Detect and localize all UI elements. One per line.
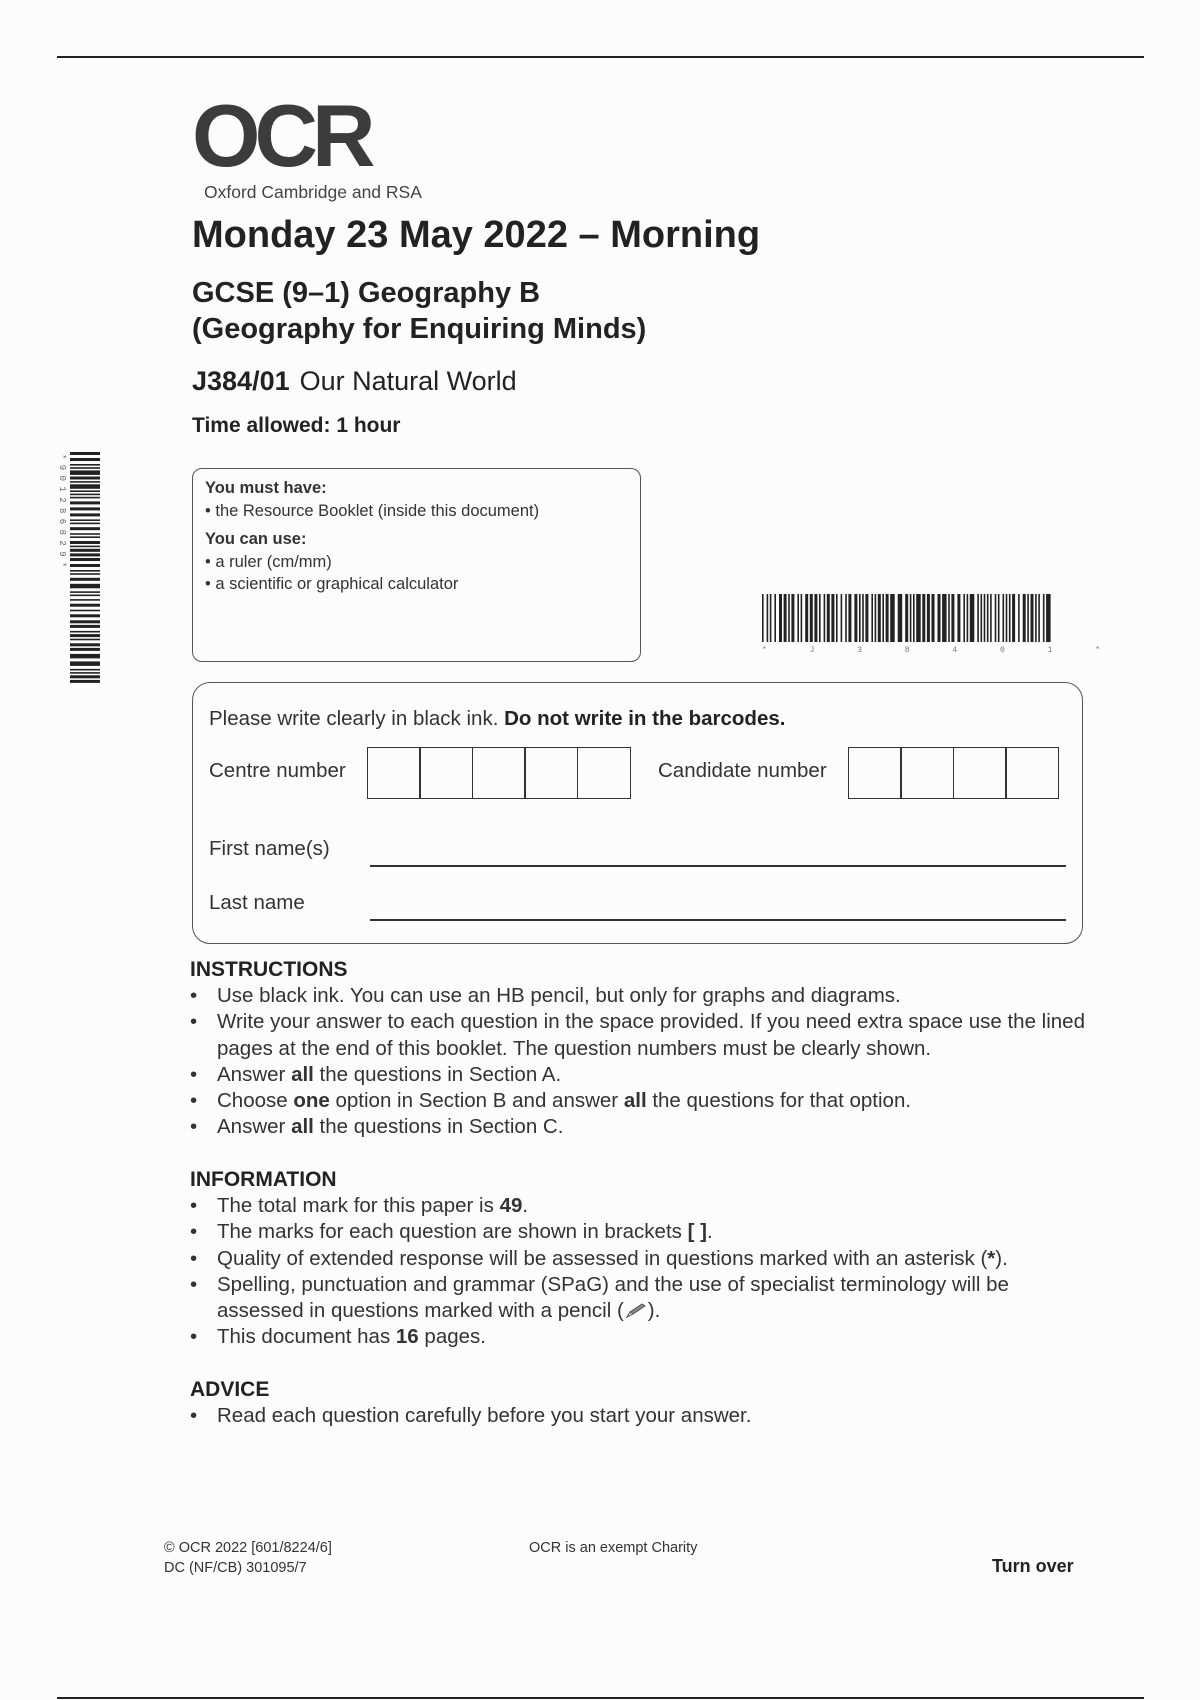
barcode-bar — [770, 594, 772, 642]
qualification-title — [192, 275, 646, 347]
information-heading: INFORMATION — [190, 1168, 337, 1191]
bottom-rule — [57, 1697, 1144, 1699]
first-name-line[interactable] — [370, 865, 1066, 867]
barcode-bar — [1012, 594, 1015, 642]
barcode-bar — [845, 594, 847, 642]
barcode-bar — [984, 594, 986, 642]
ocr-logo — [192, 86, 452, 203]
barcode-bar — [916, 594, 921, 642]
paper-code-line — [192, 366, 517, 397]
barcode-bar — [827, 594, 830, 642]
candidate-digit-box[interactable] — [953, 747, 1007, 799]
barcode-bar — [981, 594, 983, 642]
equipment-box — [192, 468, 641, 662]
barcode-bar — [784, 594, 787, 642]
barcode-bar — [854, 594, 857, 642]
barcode-bar — [70, 523, 100, 525]
list-item: • Answer all the questions in Section C. — [190, 1115, 564, 1139]
pencil-icon — [624, 1302, 648, 1320]
barcode-bar — [913, 594, 915, 642]
barcode-bar — [70, 643, 100, 646]
qualification: GCSE (9–1) Geography B — [192, 277, 541, 309]
top-rule — [57, 56, 1144, 58]
barcode-bar — [70, 669, 100, 671]
can-use-heading: You can use: — [205, 530, 307, 548]
barcode-bar — [70, 484, 100, 489]
barcode-bar — [70, 497, 100, 499]
barcode-bar — [70, 536, 100, 538]
list-item: • This document has 16 pages. — [190, 1325, 486, 1349]
barcode-bar — [801, 594, 803, 642]
barcode-bar — [70, 639, 100, 641]
barcode-bar — [831, 594, 834, 642]
barcode-bar — [70, 625, 100, 628]
barcode-bar — [70, 481, 100, 483]
barcode-bar — [70, 634, 100, 637]
turn-over: Turn over — [992, 1556, 1074, 1576]
barcode-bar — [70, 648, 100, 651]
charity-note: OCR is an exempt Charity — [529, 1540, 698, 1556]
time-allowed: Time allowed: 1 hour — [192, 414, 401, 437]
barcode-bar — [938, 594, 941, 642]
barcode-bar — [70, 661, 100, 666]
paper-barcode-text: * J 3 8 4 0 1 * — [762, 646, 1120, 655]
barcode-bar — [70, 558, 100, 561]
barcode-bar — [70, 578, 100, 581]
barcode-bar — [932, 594, 935, 642]
barcode-bar — [70, 672, 100, 674]
barcode-bar — [998, 594, 1000, 642]
barcode-bar — [810, 594, 813, 642]
centre-digit-box[interactable] — [524, 747, 578, 799]
list-item: • The marks for each question are shown in brackets [ ]. — [190, 1220, 713, 1244]
barcode-bar — [886, 594, 889, 642]
list-item: • The total mark for this paper is 49. — [190, 1194, 529, 1217]
can-use-item: • a ruler (cm/mm) — [205, 553, 332, 571]
paper-barcode — [762, 594, 1120, 655]
barcode-bar — [859, 594, 861, 642]
barcode-bar — [905, 594, 908, 642]
barcode-bar — [1006, 594, 1008, 642]
barcode-bar — [70, 631, 100, 633]
barcode-bar — [871, 594, 873, 642]
instruction-bold: Do not write in the barcodes. — [504, 707, 786, 730]
barcode-bar — [797, 594, 799, 642]
barcode-bar — [963, 594, 965, 642]
barcode-bar — [841, 594, 843, 642]
centre-number-label: Centre number — [209, 759, 346, 782]
barcode-bar — [1018, 594, 1020, 642]
instruction-plain: Please write clearly in black ink. — [209, 707, 499, 730]
barcode-bar — [1009, 594, 1011, 642]
copyright: © OCR 2022 [601/8224/6] — [164, 1540, 332, 1556]
barcode-bar — [990, 594, 992, 642]
barcode-bar — [70, 467, 100, 469]
barcode-bar — [788, 594, 790, 642]
barcode-bar — [910, 594, 912, 642]
barcode-bar — [70, 573, 100, 575]
barcode-bar — [995, 594, 997, 642]
list-item: • Use black ink. You can use an HB pencil, but only for graphs and diagrams. — [190, 984, 901, 1007]
barcode-bar — [922, 594, 925, 642]
barcode-bar — [70, 680, 100, 683]
barcode-bar — [767, 594, 769, 642]
barcode-bar — [70, 654, 100, 659]
barcode-bar — [70, 564, 100, 567]
barcode-bar — [762, 594, 764, 642]
write-clearly-note — [209, 707, 785, 731]
barcode-bar — [70, 494, 100, 496]
candidate-number-label: Candidate number — [658, 759, 827, 782]
footer-left — [164, 1538, 332, 1578]
side-barcode-text: * 9 0 1 2 8 6 8 2 9 * — [57, 454, 67, 568]
must-have-item: • the Resource Booklet (inside this document) — [205, 502, 540, 520]
centre-digit-box[interactable] — [472, 747, 526, 799]
barcode-bar — [70, 604, 100, 607]
barcode-bar — [70, 546, 100, 548]
first-name-label: First name(s) — [209, 837, 330, 860]
barcode-bar — [878, 594, 881, 642]
advice-heading: ADVICE — [190, 1378, 270, 1401]
candidate-digit-box[interactable] — [1005, 747, 1059, 799]
centre-number-field[interactable] — [368, 747, 631, 799]
barcode-bar — [70, 458, 100, 461]
last-name-label: Last name — [209, 891, 305, 914]
barcode-bar — [977, 594, 979, 642]
barcode-bar — [70, 584, 100, 589]
barcode-bar — [862, 594, 864, 642]
last-name-line[interactable] — [370, 919, 1066, 921]
barcode-bar — [70, 541, 100, 544]
barcode-bar — [70, 553, 100, 556]
can-use-item: • a scientific or graphical calculator — [205, 575, 459, 593]
barcode-bar — [836, 594, 838, 642]
list-item: • Read each question carefully before you start your answer. — [190, 1404, 752, 1427]
barcode-bar — [70, 513, 100, 516]
barcode-bar — [1046, 594, 1051, 642]
doc-code: DC (NF/CB) 301095/7 — [164, 1560, 307, 1576]
ocr-tagline: Oxford Cambridge and RSA — [204, 182, 422, 202]
candidate-digit-box[interactable] — [848, 747, 902, 799]
svg-text:OCR: OCR — [192, 86, 370, 185]
list-item: • Write your answer to each question in the space provided. If you need extra space use the lined pages at the end of this booklet. The question numbers must be clearly shown. — [190, 1010, 1085, 1060]
candidate-number-field[interactable] — [849, 747, 1059, 799]
barcode-bar — [70, 591, 100, 593]
candidate-digit-box[interactable] — [900, 747, 954, 799]
instructions-list — [190, 983, 1090, 1141]
barcode-bar — [814, 594, 817, 642]
list-item: • Spelling, punctuation and grammar (SPaG) and the use of specialist terminology will be assessed in questions marked with a pencil ( ). — [190, 1272, 1009, 1323]
barcode-bar — [1038, 594, 1040, 642]
barcode-bar — [1031, 594, 1034, 642]
barcode-bar — [774, 594, 776, 642]
barcode-bar — [1027, 594, 1029, 642]
centre-digit-box[interactable] — [367, 747, 421, 799]
information-list — [190, 1193, 1090, 1351]
centre-digit-box[interactable] — [577, 747, 631, 799]
exam-date: Monday 23 May 2022 – Morning — [192, 214, 761, 256]
barcode-bar — [1023, 594, 1026, 642]
advice-list — [190, 1403, 1090, 1429]
barcode-bar — [70, 599, 100, 601]
must-have-heading: You must have: — [205, 479, 327, 497]
barcode-bar — [865, 594, 868, 642]
barcode-bar — [70, 610, 100, 612]
barcode-bar — [70, 452, 100, 455]
barcode-bar — [70, 519, 100, 521]
barcode-bar — [942, 594, 947, 642]
barcode-bar — [805, 594, 808, 642]
barcode-bar — [70, 549, 100, 552]
barcode-bar — [70, 620, 100, 623]
list-item: • Answer all the questions in Section A. — [190, 1062, 562, 1086]
barcode-bar — [951, 594, 954, 642]
barcode-bar — [967, 594, 969, 642]
barcode-bar — [819, 594, 821, 642]
list-item: • Choose one option in Section B and answer all the questions for that option. — [190, 1089, 912, 1113]
barcode-bar — [70, 490, 100, 492]
barcode-bar — [791, 594, 794, 642]
barcode-bar — [987, 594, 989, 642]
barcode-bar — [882, 594, 884, 642]
barcode-bar — [1035, 594, 1037, 642]
barcode-bar — [927, 594, 930, 642]
instructions-heading: INSTRUCTIONS — [190, 958, 348, 981]
barcode-bar — [70, 470, 100, 475]
barcode-bar — [875, 594, 877, 642]
barcode-bar — [70, 570, 100, 572]
qualification-sub: (Geography for Enquiring Minds) — [192, 313, 647, 345]
barcode-bar — [890, 594, 895, 642]
barcode-bar — [824, 594, 826, 642]
centre-digit-box[interactable] — [419, 747, 473, 799]
barcode-bar — [70, 614, 100, 617]
barcode-bar — [848, 594, 851, 642]
barcode-bar — [779, 594, 782, 642]
paper-title: Our Natural World — [299, 366, 517, 396]
side-barcode — [56, 452, 100, 682]
barcode-bar — [1003, 594, 1005, 642]
barcode-bar — [898, 594, 903, 642]
barcode-bar — [957, 594, 960, 642]
barcode-bar — [70, 477, 100, 480]
barcode-bar — [70, 595, 100, 597]
barcode-bar — [70, 507, 100, 510]
paper-code: J384/01 — [192, 366, 290, 396]
barcode-bar — [70, 464, 100, 466]
list-item: • Quality of extended response will be assessed in questions marked with an asterisk (*). — [190, 1246, 1008, 1270]
barcode-bar — [70, 527, 100, 530]
barcode-bar — [1043, 594, 1045, 642]
barcode-bar — [70, 533, 100, 535]
barcode-bar — [70, 501, 100, 504]
candidate-details-box — [192, 682, 1083, 944]
barcode-bar — [948, 594, 950, 642]
barcode-bar — [70, 675, 100, 678]
barcode-bar — [970, 594, 975, 642]
ocr-wordmark — [192, 86, 442, 185]
